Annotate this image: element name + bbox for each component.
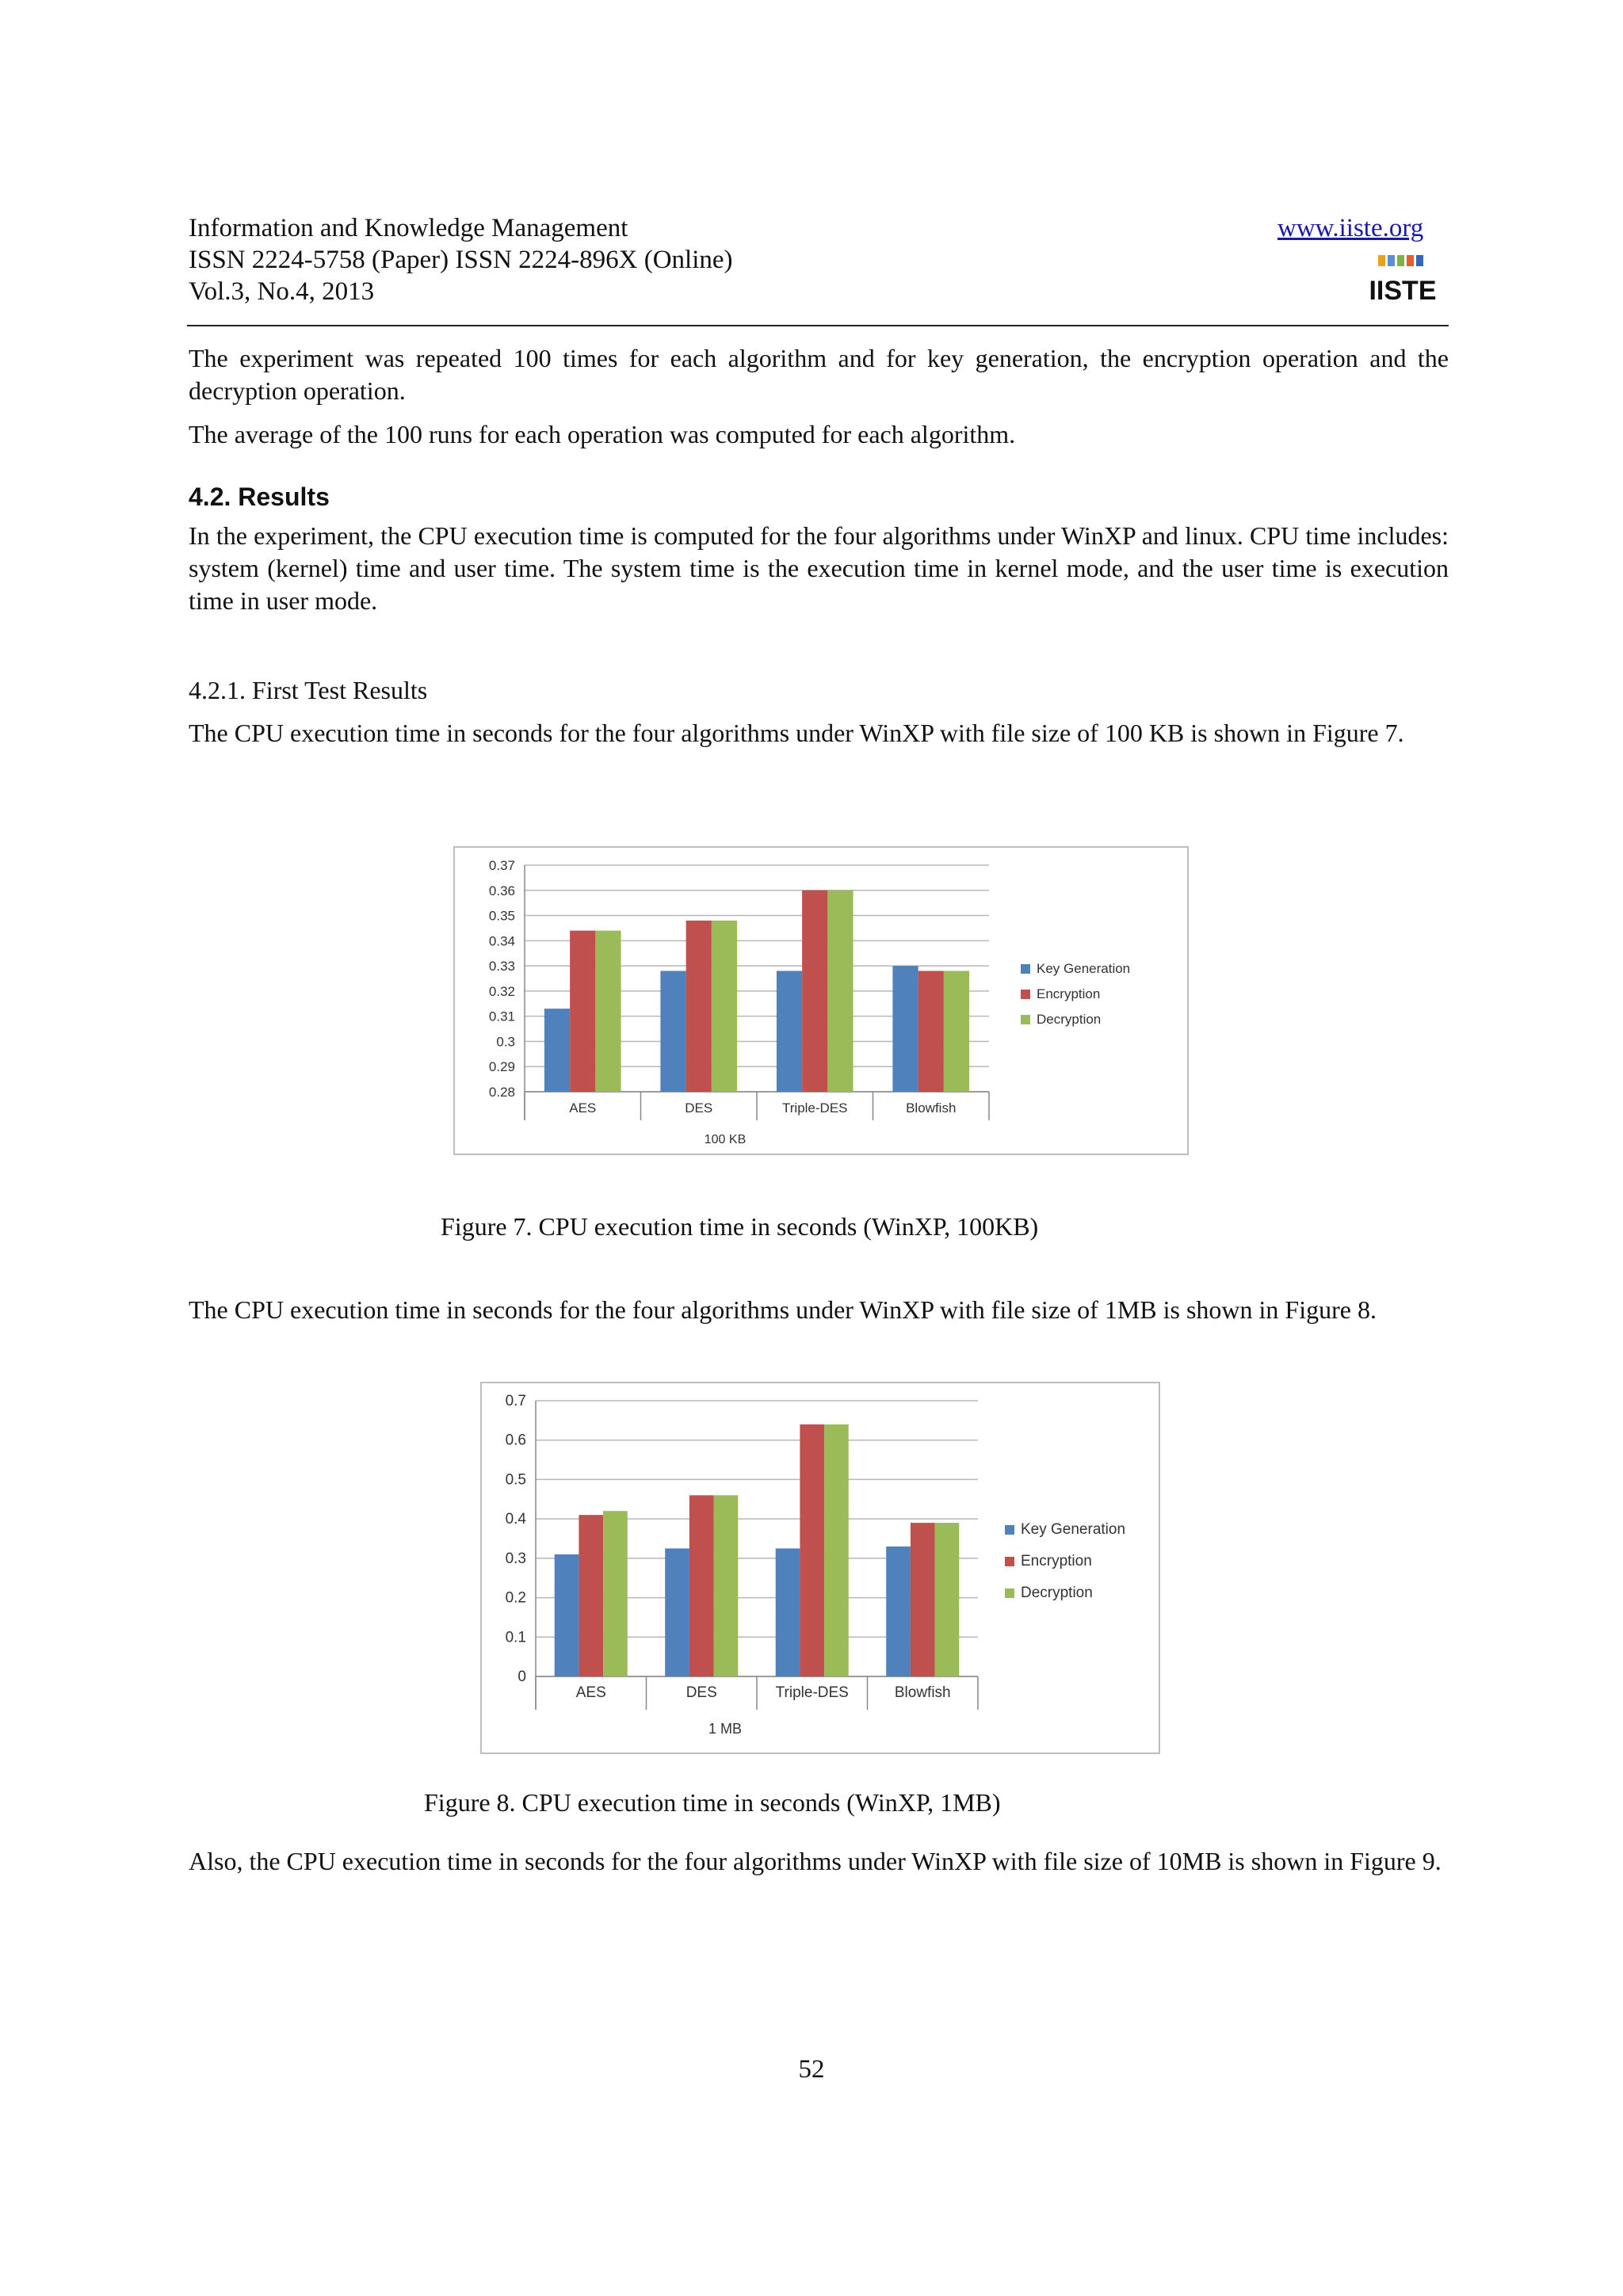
iiste-logo — [1369, 252, 1437, 306]
bar-encryption — [918, 971, 944, 1092]
category-label: AES — [569, 1100, 597, 1116]
y-tick-label: 0.36 — [488, 883, 515, 898]
bar-key-generation — [892, 966, 918, 1092]
paragraph-1: The experiment was repeated 100 times for each algorithm and for key generation, the encryption operation and the decryption operation. — [189, 344, 1449, 405]
category-label: AES — [575, 1684, 606, 1701]
bar-encryption — [689, 1495, 714, 1676]
legend-swatch — [1005, 1557, 1014, 1566]
figure-7-frame — [453, 846, 1189, 1155]
y-tick-label: 0.33 — [488, 959, 515, 974]
journal-title: Information and Knowledge Management — [189, 214, 628, 242]
y-tick-label: 0.1 — [505, 1629, 526, 1646]
legend-label: Encryption — [1021, 1553, 1092, 1569]
bar-key-generation — [665, 1548, 689, 1676]
legend-swatch — [1005, 1525, 1014, 1535]
y-tick-label: 0.4 — [505, 1511, 526, 1528]
journal-issn: ISSN 2224-5758 (Paper) ISSN 2224-896X (Online) — [189, 246, 733, 274]
y-tick-label: 0.3 — [496, 1034, 515, 1050]
y-tick-label: 0.3 — [505, 1550, 526, 1567]
subsection-heading: 4.2.1. First Test Results — [189, 676, 428, 704]
y-tick-label: 0.7 — [505, 1393, 526, 1409]
legend-label: Key Generation — [1021, 1521, 1126, 1538]
category-label: DES — [685, 1100, 713, 1116]
y-tick-label: 0.29 — [488, 1059, 515, 1075]
y-tick-label: 0.28 — [488, 1085, 515, 1100]
y-tick-label: 0.5 — [505, 1471, 526, 1489]
y-tick-label: 0.37 — [488, 858, 515, 873]
bar-decryption — [595, 931, 621, 1092]
bar-key-generation — [776, 1548, 800, 1676]
bar-decryption — [712, 921, 737, 1092]
legend-swatch — [1021, 1015, 1030, 1024]
figure-7-caption: Figure 7. CPU execution time in seconds (WinXP, 100KB) — [441, 1212, 1039, 1241]
legend-swatch — [1021, 990, 1030, 999]
bar-decryption — [944, 971, 969, 1092]
figure-8-frame — [480, 1382, 1160, 1754]
bar-encryption — [579, 1515, 603, 1676]
legend-label: Key Generation — [1037, 961, 1131, 976]
paragraph-2: The average of the 100 runs for each operation was computed for each algorithm. — [189, 420, 1016, 448]
bar-key-generation — [886, 1547, 911, 1676]
legend-swatch — [1005, 1589, 1014, 1598]
legend-label: Decryption — [1021, 1585, 1093, 1601]
paragraph-5: The CPU execution time in seconds for the four algorithms under WinXP with file size of 1MB is shown in Figure 8. — [189, 1295, 1377, 1324]
y-tick-label: 0.35 — [488, 908, 515, 924]
y-tick-label: 0.31 — [488, 1009, 515, 1024]
paragraph-6: Also, the CPU execution time in seconds for the four algorithms under WinXP with file size of 10MB is shown in Figure 9. — [189, 1847, 1442, 1875]
bar-decryption — [603, 1511, 628, 1676]
bar-key-generation — [777, 971, 802, 1092]
section-heading: 4.2. Results — [189, 482, 330, 511]
paragraph-4: The CPU execution time in seconds for the four algorithms under WinXP with file size of 100 KB is shown in Figure 7. — [189, 719, 1404, 747]
bar-encryption — [800, 1425, 824, 1676]
bar-encryption — [911, 1523, 935, 1676]
bar-decryption — [714, 1495, 739, 1676]
category-label: Blowfish — [906, 1100, 957, 1116]
y-tick-label: 0.6 — [505, 1432, 526, 1449]
bar-encryption — [802, 891, 827, 1092]
y-tick-label: 0 — [517, 1669, 526, 1685]
y-tick-label: 0.2 — [505, 1589, 526, 1607]
bar-decryption — [827, 891, 853, 1092]
category-label: Triple-DES — [775, 1684, 849, 1701]
bar-encryption — [686, 921, 712, 1092]
category-label: DES — [685, 1684, 717, 1701]
bar-decryption — [824, 1425, 849, 1676]
x-axis-label: 100 KB — [704, 1133, 747, 1146]
legend-swatch — [1021, 964, 1030, 974]
journal-volume: Vol.3, No.4, 2013 — [189, 277, 375, 306]
bar-key-generation — [660, 971, 685, 1092]
category-label: Triple-DES — [782, 1100, 848, 1116]
category-label: Blowfish — [894, 1684, 951, 1701]
legend-label: Encryption — [1037, 986, 1101, 1001]
header-rule — [187, 325, 1449, 326]
bar-decryption — [935, 1523, 960, 1676]
y-tick-label: 0.34 — [488, 933, 515, 949]
bar-key-generation — [544, 1009, 570, 1092]
logo-text: IISTE — [1369, 276, 1437, 306]
bar-key-generation — [555, 1554, 579, 1676]
page-number: 52 — [798, 2055, 825, 2084]
website-link[interactable]: www.iiste.org — [1277, 214, 1424, 242]
paragraph-3: In the experiment, the CPU execution time is computed for the four algorithms under WinXP and linux. CPU time includes: system (kernel) time and user time. The system time is the execution time in kernel mode, and the user time is execution time in user mode. — [189, 521, 1449, 615]
figure-8-chart — [482, 1383, 1159, 1753]
figure-7-chart — [455, 848, 1187, 1154]
x-axis-label: 1 MB — [708, 1721, 743, 1737]
bar-encryption — [570, 931, 595, 1092]
y-tick-label: 0.32 — [488, 983, 515, 999]
legend-label: Decryption — [1037, 1012, 1102, 1027]
figure-8-caption: Figure 8. CPU execution time in seconds (WinXP, 1MB) — [424, 1788, 1001, 1817]
